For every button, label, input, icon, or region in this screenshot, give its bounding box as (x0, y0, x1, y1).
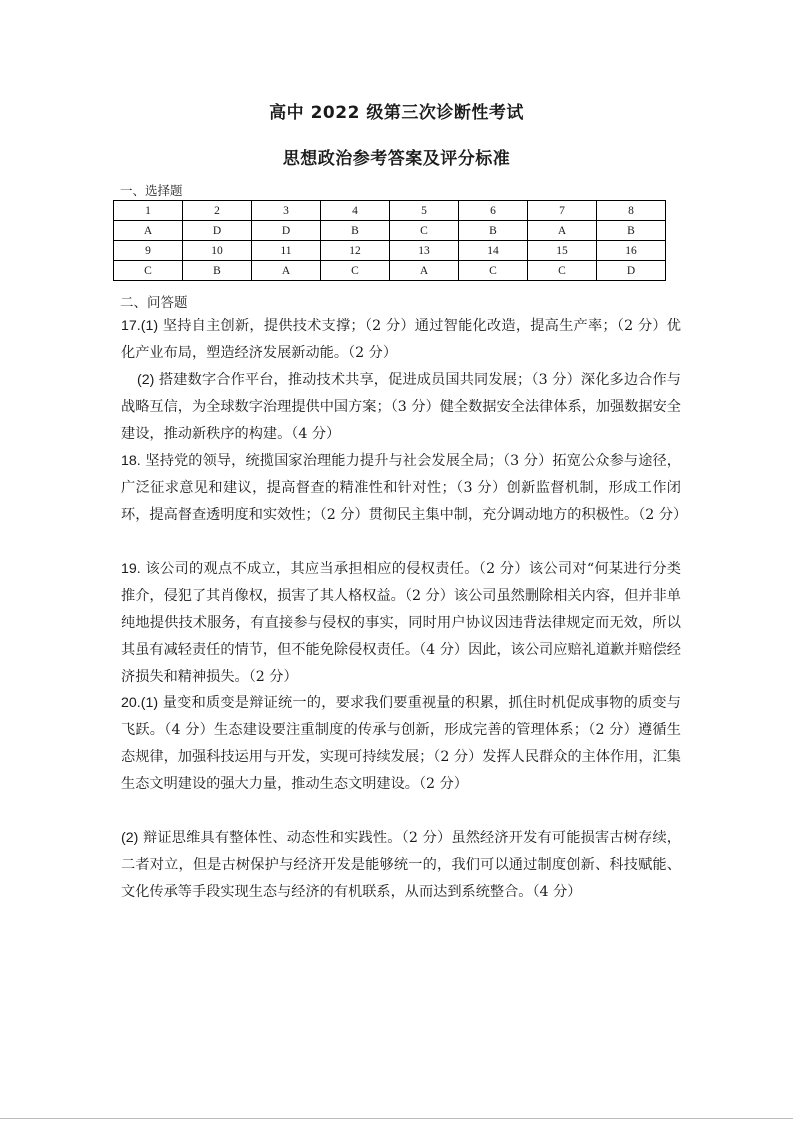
table-cell: B (321, 221, 390, 241)
table-cell: C (321, 261, 390, 281)
table-cell: 7 (528, 201, 597, 221)
table-cell: D (252, 221, 321, 241)
page-bottom-divider (0, 1118, 793, 1119)
answer-19 (121, 556, 681, 691)
table-cell: 11 (252, 241, 321, 261)
table-cell: A (252, 261, 321, 281)
table-cell: 8 (597, 201, 666, 221)
answer-text: 量变和质变是辩证统一的，要求我们要重视量的积累，抓住时机促成事物的质变与飞跃。（4 分）生态建设要注重制度的传承与创新，形成完善的管理体系；（2 分）遵循生态规律，加强科技运用与开发，实现可持续发展；（2 分）发挥人民群众的主体作用，汇集生态文明建设的强大力量，推动生态文明建设。（2 分） (121, 695, 681, 792)
table-cell: 16 (597, 241, 666, 261)
table-cell: 10 (183, 241, 252, 261)
table-cell: B (459, 221, 528, 241)
table-cell: 9 (114, 241, 183, 261)
table-cell: 1 (114, 201, 183, 221)
answer-table (113, 200, 666, 281)
table-cell: A (114, 221, 183, 241)
question-number: (2) (121, 830, 139, 846)
answer-text: 辩证思维具有整体性、动态性和实践性。（2 分）虽然经济开发有可能损害古树存续，二者对立，但是古树保护与经济开发是能够统一的，我们可以通过制度创新、科技赋能、文化传承等手段实现生态与经济的有机联系，从而达到系统整合。（4 分） (121, 830, 681, 900)
answer-20-1 (121, 690, 681, 798)
table-cell: 4 (321, 201, 390, 221)
table-row (114, 201, 666, 221)
page-subtitle: 思想政治参考答案及评分标准 (282, 149, 511, 169)
question-number: 18. (121, 453, 141, 469)
answer-text: 坚持党的领导，统揽国家治理能力提升与社会发展全局；（3 分）拓宽公众参与途径，广泛征求意见和建议，提高督查的精准性和针对性；（3 分）创新监督机制，形成工作闭环，提高督查透明度和实效性；（2 分）贯彻民主集中制，充分调动地方的积极性。（2 分） (121, 453, 688, 523)
table-cell: C (390, 221, 459, 241)
table-cell: 15 (528, 241, 597, 261)
table-cell: 2 (183, 201, 252, 221)
table-cell: 6 (459, 201, 528, 221)
table-cell: B (183, 261, 252, 281)
answer-20-2 (121, 825, 681, 906)
table-cell: B (597, 221, 666, 241)
table-cell: 12 (321, 241, 390, 261)
table-cell: C (114, 261, 183, 281)
question-number: 19. (121, 561, 141, 577)
question-number: 17.(1) (121, 318, 159, 334)
table-row (114, 261, 666, 281)
answer-17-2 (121, 367, 681, 448)
table-cell: C (459, 261, 528, 281)
table-cell: C (528, 261, 597, 281)
table-cell: 13 (390, 241, 459, 261)
table-cell: A (528, 221, 597, 241)
answer-17-1 (121, 313, 681, 367)
table-cell: 5 (390, 201, 459, 221)
page-title: 高中 2022 级第三次诊断性考试 (269, 103, 524, 123)
table-cell: A (390, 261, 459, 281)
table-row (114, 221, 666, 241)
answer-text: 搭建数字合作平台，推动技术共享，促进成员国共同发展；（3 分）深化多边合作与战略互信，为全球数字治理提供中国方案；（3 分）健全数据安全法律体系，加强数据安全建设，推动新秩序的构建。（4 分） (121, 372, 681, 442)
answer-text: 坚持自主创新，提供技术支撑；（2 分）通过智能化改造，提高生产率；（2 分）优化产业布局，塑造经济发展新动能。（2 分） (121, 318, 681, 361)
table-cell: 14 (459, 241, 528, 261)
table-cell: D (183, 221, 252, 241)
section-heading-choice: 一、选择题 (120, 183, 183, 198)
table-cell: 3 (252, 201, 321, 221)
answer-text: 该公司的观点不成立，其应当承担相应的侵权责任。（2 分）该公司对“何某进行分类推介，侵犯了其肖像权，损害了其人格权益。（2 分）该公司虽然删除相关内容，但并非单纯地提供技术服务，有直接参与侵权的事实，同时用户协议因违背法律规定而无效，所以其虽有减轻责任的情节，但不能免除侵权责任。（4 分）因此，该公司应赔礼道歉并赔偿经济损失和精神损失。（2 分） (121, 561, 681, 685)
question-number: (2) (137, 372, 155, 388)
table-row (114, 241, 666, 261)
table-cell: D (597, 261, 666, 281)
section-heading-qa: 二、问答题 (120, 295, 188, 311)
answer-18 (121, 448, 688, 529)
question-number: 20.(1) (121, 695, 159, 711)
